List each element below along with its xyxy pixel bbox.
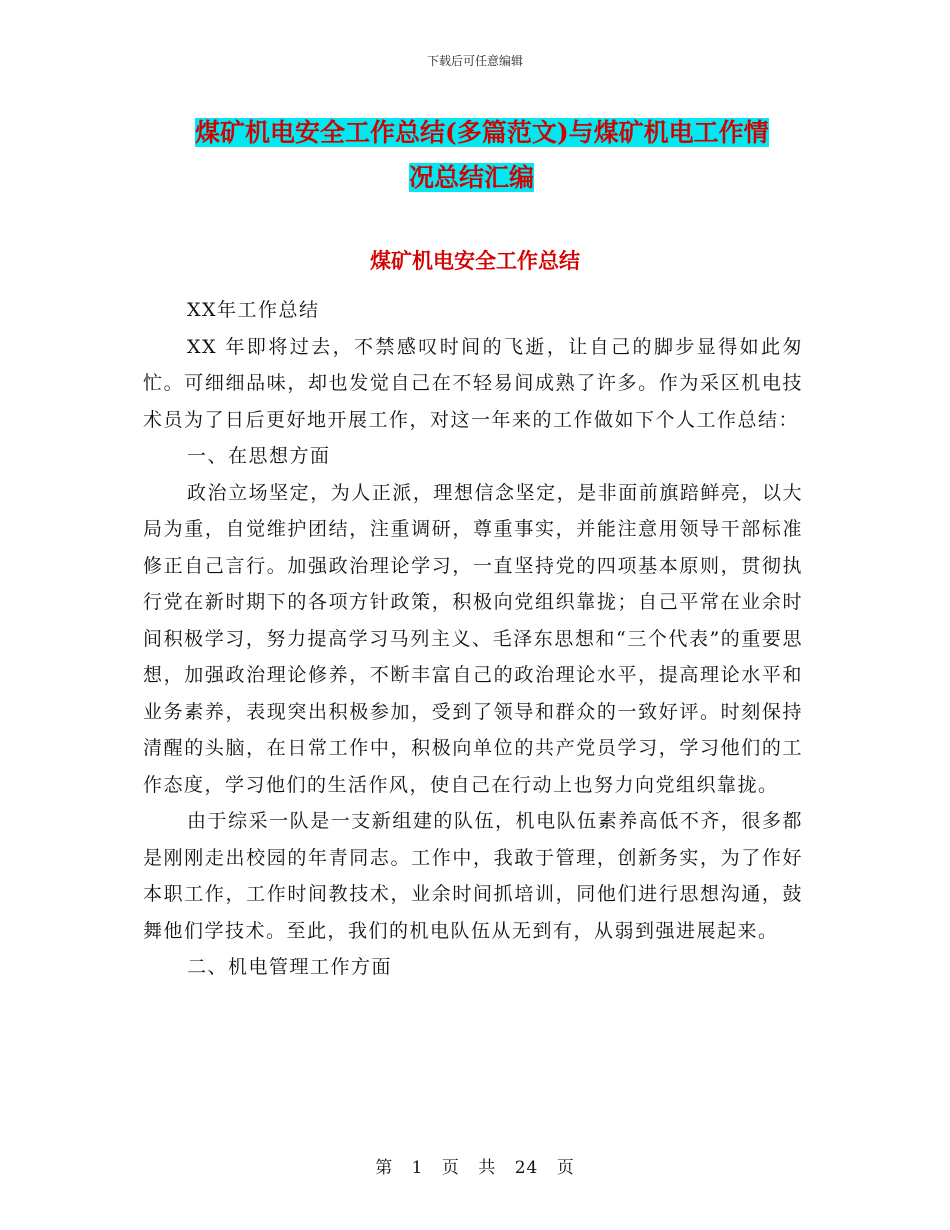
document-title bbox=[195, 110, 815, 200]
document-title-line1: 煤矿机电安全工作总结(多篇范文)与煤矿机电工作情 bbox=[195, 118, 769, 147]
header-note: 下载后可任意编辑 bbox=[426, 54, 523, 68]
page-label-prefix: 第 bbox=[375, 1158, 394, 1178]
page-label-suffix: 页 bbox=[556, 1158, 575, 1178]
paragraph-heading: 一、在思想方面 bbox=[187, 445, 331, 467]
paragraph: XX年工作总结 bbox=[187, 299, 320, 321]
body-text bbox=[143, 292, 803, 986]
paragraph: 由于综采一队是一支新组建的队伍，机电队伍素养高低不齐，很多都是刚刚走出校园的年青同志。工作中，我敢于管理，创新务实，为了作好本职工作，工作时间教技术，业余时间抓培训，同他们进行思想沟通，鼓舞他们学技术。至此，我们的机电队伍从无到有，从弱到强进展起来。 bbox=[143, 810, 803, 942]
paragraph: XX 年即将过去，不禁感叹时间的飞逝，让自己的脚步显得如此匆忙。可细细品味，却也发觉自己在不轻易间成熟了许多。作为采区机电技术员为了日后更好地开展工作，对这一年来的工作做如下个人工作总结： bbox=[143, 335, 803, 431]
paragraph: 政治立场坚定，为人正派，理想信念坚定，是非面前旗踣鲜亮，以大局为重，自觉维护团结，注重调研，尊重事实，并能注意用领导干部标准修正自己言行。加强政治理论学习，一直坚持党的四项基本原则，贯彻执行党在新时期下的各项方针政策，积极向党组织靠拢；自己平常在业余时间积极学习，努力提高学习马列主义、毛泽东思想和“三个代表”的重要思想，加强政治理论修养，不断丰富自己的政治理论水平，提高理论水平和业务素养，表现突出积极参加，受到了领导和群众的一致好评。时刻保持清醒的头脑，在日常工作中，积极向单位的共产党员学习，学习他们的工作态度，学习他们的生活作风，使自己在行动上也努力向党组织靠拢。 bbox=[143, 481, 803, 796]
section-title: 煤矿机电安全工作总结 bbox=[370, 249, 580, 273]
page-number: 1 bbox=[411, 1158, 424, 1178]
document-title-line2: 况总结汇编 bbox=[409, 163, 535, 192]
page-label-mid: 页 bbox=[441, 1158, 460, 1178]
total-pages: 24 bbox=[514, 1158, 539, 1178]
paragraph-heading: 二、机电管理工作方面 bbox=[187, 956, 393, 978]
total-label: 共 bbox=[478, 1158, 497, 1178]
page-footer bbox=[0, 1153, 950, 1178]
